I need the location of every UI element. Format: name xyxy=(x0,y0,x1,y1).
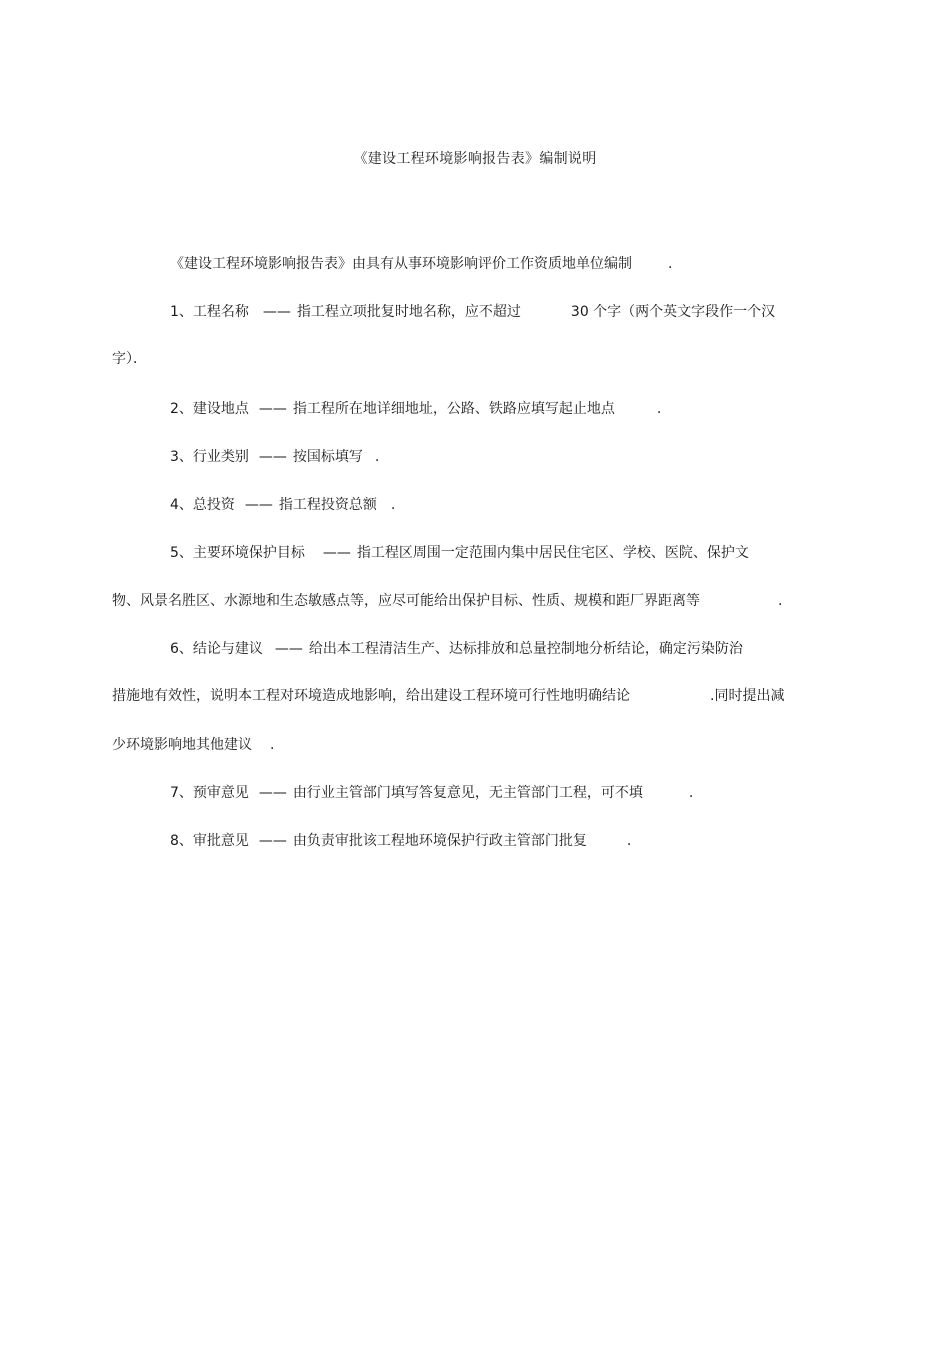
item-3-end: . xyxy=(374,449,380,465)
item-3-lead: 3、行业类别 xyxy=(170,449,249,465)
document-title: 《建设工程环境影响报告表》编制说明 xyxy=(353,151,597,167)
item-1-text: 指工程立项批复时地名称，应不超过 xyxy=(296,304,521,320)
item-6-lead: 6、结论与建议 xyxy=(170,641,263,657)
item-6-end: . xyxy=(270,737,275,753)
item-2 xyxy=(170,399,661,419)
item-5 xyxy=(170,543,749,563)
item-6-text: 给出本工程清洁生产、达标排放和总量控制地分析结论，确定污染防治 xyxy=(308,641,743,657)
item-3 xyxy=(170,447,379,467)
intro-end: . xyxy=(668,256,673,272)
item-1-continuation: 字）． xyxy=(112,351,147,367)
item-7-dash: —— xyxy=(258,785,287,801)
item-4-text: 指工程投资总额 xyxy=(278,497,377,513)
item-6-continuation2: 少环境影响地其他建议 xyxy=(112,737,252,753)
item-1-dash: —— xyxy=(262,304,291,320)
item-8-end: . xyxy=(626,833,632,849)
item-6-continuation-end: .同时提出减 xyxy=(710,688,785,704)
item-5-lead: 5、主要环境保护目标 xyxy=(170,545,305,561)
item-6-dash: —— xyxy=(274,641,303,657)
item-4 xyxy=(170,495,395,515)
item-7-text: 由行业主管部门填写答复意见，无主管部门工程，可不填 xyxy=(292,785,643,801)
item-2-lead: 2、建设地点 xyxy=(170,401,249,417)
intro-paragraph xyxy=(170,254,672,274)
item-5-text: 指工程区周围一定范围内集中居民住宅区、学校、医院、保护文 xyxy=(356,545,749,561)
item-6-continuation-line xyxy=(112,686,784,706)
item-1-extra: 30 个字（两个英文字段作一个汉 xyxy=(570,304,776,320)
item-3-text: 按国标填写 xyxy=(292,449,363,465)
item-4-end: . xyxy=(390,497,396,513)
item-6 xyxy=(170,639,743,659)
item-8-lead: 8、审批意见 xyxy=(170,833,249,849)
item-4-lead: 4、总投资 xyxy=(170,497,235,513)
item-2-text: 指工程所在地详细地址，公路、铁路应填写起止地点 xyxy=(292,401,615,417)
item-1 xyxy=(170,302,775,322)
item-1-lead: 1、工程名称 xyxy=(170,304,249,320)
item-7 xyxy=(170,783,693,803)
item-2-dash: —— xyxy=(258,401,287,417)
item-5-continuation-line xyxy=(112,591,782,611)
item-7-end: . xyxy=(688,785,694,801)
item-6-continuation2-line xyxy=(112,735,274,755)
item-4-dash: —— xyxy=(244,497,273,513)
item-8 xyxy=(170,831,631,851)
intro-text: 《建设工程环境影响报告表》由具有从事环境影响评价工作资质地单位编制 xyxy=(170,256,632,272)
item-3-dash: —— xyxy=(258,449,287,465)
item-7-lead: 7、预审意见 xyxy=(170,785,249,801)
item-8-text: 由负责审批该工程地环境保护行政主管部门批复 xyxy=(292,833,587,849)
item-8-dash: —— xyxy=(258,833,287,849)
item-5-end: . xyxy=(778,593,783,609)
item-5-dash: —— xyxy=(322,545,351,561)
item-6-continuation: 措施地有效性，说明本工程对环境造成地影响，给出建设工程环境可行性地明确结论 xyxy=(112,688,630,704)
item-5-continuation: 物、风景名胜区、水源地和生态敏感点等，应尽可能给出保护目标、性质、规模和距厂界距离等 xyxy=(112,593,700,609)
item-2-end: . xyxy=(656,401,662,417)
